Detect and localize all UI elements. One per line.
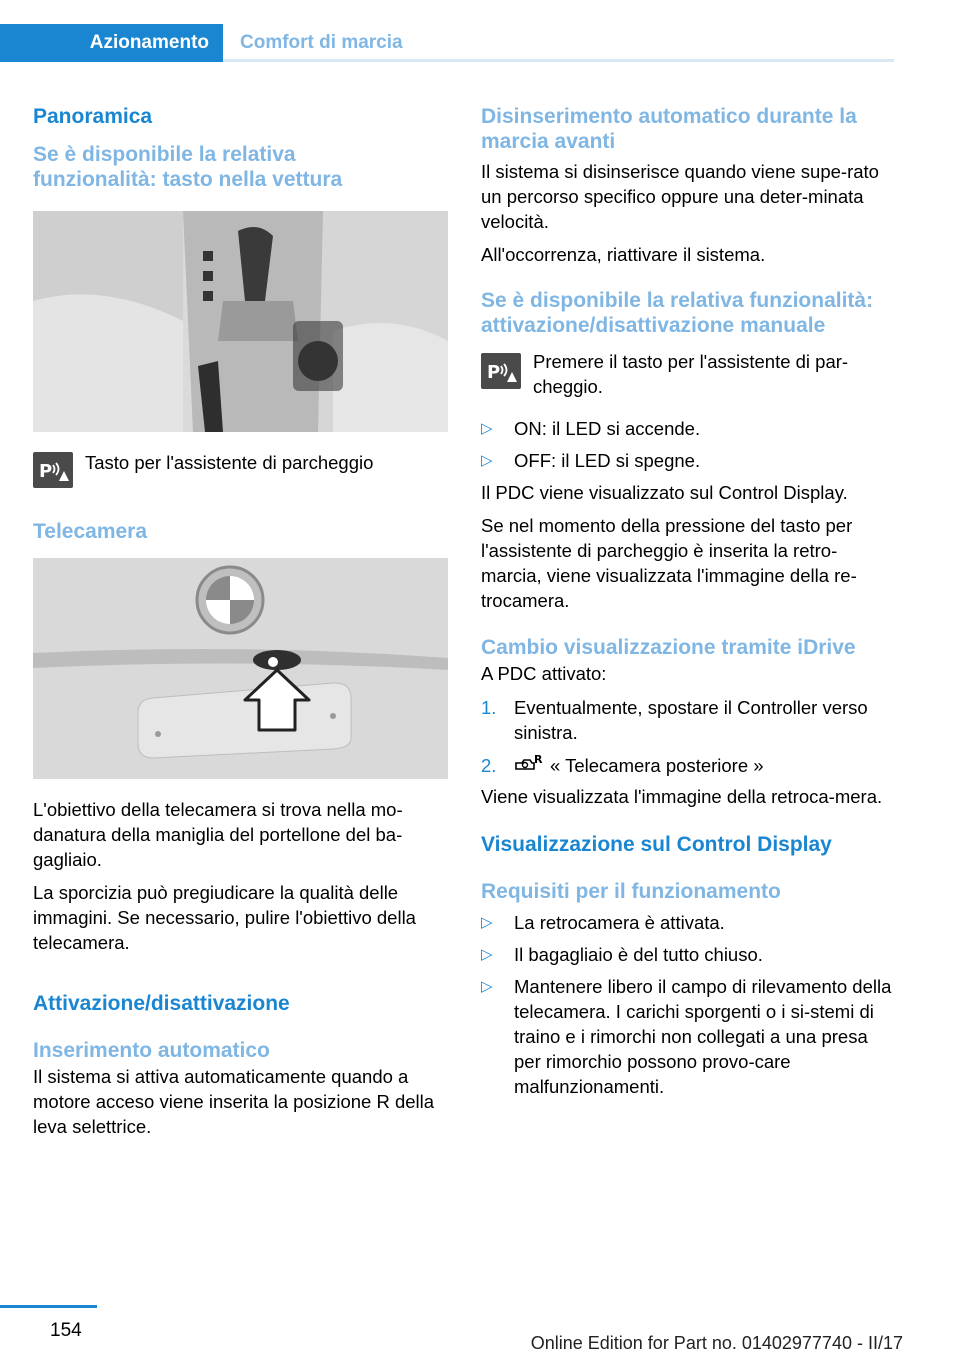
triangle-bullet-icon: ▷ bbox=[481, 914, 493, 931]
paragraph-immagine: Viene visualizzata l'immagine della retroca-mera. bbox=[481, 786, 883, 807]
paragraph-premere: Premere il tasto per l'assistente di par-cheggio. bbox=[533, 351, 849, 397]
paragraph-sporcizia: La sporcizia può pregiudicare la qualità delle immagini. Se necessario, pulire l'obiettivo della telecamera. bbox=[33, 882, 416, 953]
heading-inserimento: Inserimento automatico bbox=[33, 1039, 270, 1062]
caption-tasto-text: Tasto per l'assistente di parcheggio bbox=[85, 452, 374, 473]
list-item-text: OFF: il LED si spegne. bbox=[514, 450, 701, 471]
list-item-text: Eventualmente, spostare il Controller verso sinistra. bbox=[514, 697, 868, 743]
led-list bbox=[481, 416, 896, 473]
console-photo bbox=[33, 211, 448, 432]
edition-note: Online Edition for Part no. 01402977740 - II/17 bbox=[530, 1333, 903, 1353]
left-column bbox=[33, 100, 448, 1139]
list-item bbox=[481, 942, 896, 967]
paragraph-pdc: Il PDC viene visualizzato sul Control Display. bbox=[481, 482, 848, 503]
triangle-bullet-icon: ▷ bbox=[481, 452, 493, 469]
paragraph-pdc-attivato: A PDC attivato: bbox=[481, 663, 607, 684]
list-item bbox=[481, 695, 896, 745]
list-item bbox=[481, 416, 896, 441]
heading-disinserimento: Disinserimento automatico durante la marcia avanti bbox=[481, 105, 857, 153]
requisiti-list bbox=[481, 910, 896, 1099]
footer-rule bbox=[0, 1305, 97, 1308]
triangle-bullet-icon: ▷ bbox=[481, 420, 493, 437]
list-item bbox=[481, 974, 896, 1099]
heading-tasto-vettura: Se è disponibile la relativa funzionalità: tasto nella vettura bbox=[33, 143, 343, 191]
chapter-tabs bbox=[0, 24, 894, 62]
heading-panoramica: Panoramica bbox=[33, 105, 153, 128]
rear-camera-icon bbox=[514, 753, 550, 778]
svg-text:P: P bbox=[39, 461, 53, 482]
heading-requisiti: Requisiti per il funzionamento bbox=[481, 880, 781, 903]
tab-azionamento[interactable]: Azionamento bbox=[0, 24, 223, 62]
heading-telecamera: Telecamera bbox=[33, 520, 148, 543]
page-number: 154 bbox=[50, 1320, 82, 1341]
paragraph-disinserisce: Il sistema si disinserisce quando viene supe-rato un percorso specifico oppure una deter-minata velocità. bbox=[481, 161, 879, 232]
caption-tasto bbox=[33, 452, 448, 488]
steps-list bbox=[481, 695, 896, 778]
list-item bbox=[481, 448, 896, 473]
park-assist-icon bbox=[481, 353, 521, 389]
park-assist-icon bbox=[33, 452, 73, 488]
paragraph-inserimento: Il sistema si attiva automaticamente quando a motore acceso viene inserita la posizione R della leva selettrice. bbox=[33, 1066, 435, 1137]
premere-row bbox=[481, 349, 896, 399]
list-item-text: « Telecamera posteriore » bbox=[550, 755, 764, 776]
paragraph-retromarcia: Se nel momento della pressione del tasto per l'assistente di parcheggio è inserita la retro-marcia, viene visualizzata l'immagine della re-trocamera. bbox=[481, 515, 857, 611]
right-column bbox=[481, 100, 896, 1099]
list-item bbox=[481, 910, 896, 935]
heading-visualizzazione: Visualizzazione sul Control Display bbox=[481, 833, 832, 856]
list-item bbox=[481, 753, 896, 778]
svg-text:P: P bbox=[487, 362, 501, 383]
heading-cambio: Cambio visualizzazione tramite iDrive bbox=[481, 636, 856, 659]
list-item-text: ON: il LED si accende. bbox=[514, 418, 701, 439]
list-item-text: La retrocamera è attivata. bbox=[514, 912, 725, 933]
camera-photo bbox=[33, 558, 448, 779]
svg-text:R: R bbox=[534, 753, 543, 766]
heading-attivazione: Attivazione/disattivazione bbox=[33, 992, 290, 1015]
step-number: 2. bbox=[481, 755, 497, 776]
triangle-bullet-icon: ▷ bbox=[481, 946, 493, 963]
paragraph-obiettivo: L'obiettivo della telecamera si trova nella mo-danatura della maniglia del portellone del ba-gagliaio. bbox=[33, 799, 403, 870]
list-item-text: Mantenere libero il campo di rilevamento della telecamera. I carichi sporgenti o i si-stemi di traino e i rimorchi non collegati a una presa per rimorchio possono provo-care malfunzionamenti. bbox=[514, 976, 892, 1097]
tab-divider bbox=[223, 59, 894, 62]
tab-comfort-di-marcia[interactable]: Comfort di marcia bbox=[240, 32, 403, 53]
triangle-bullet-icon: ▷ bbox=[481, 978, 493, 995]
paragraph-riattivare: All'occorrenza, riattivare il sistema. bbox=[481, 244, 766, 265]
step-number: 1. bbox=[481, 697, 497, 718]
list-item-text: Il bagagliaio è del tutto chiuso. bbox=[514, 944, 763, 965]
heading-manuale: Se è disponibile la relativa funzionalità: attivazione/disattivazione manuale bbox=[481, 289, 874, 337]
